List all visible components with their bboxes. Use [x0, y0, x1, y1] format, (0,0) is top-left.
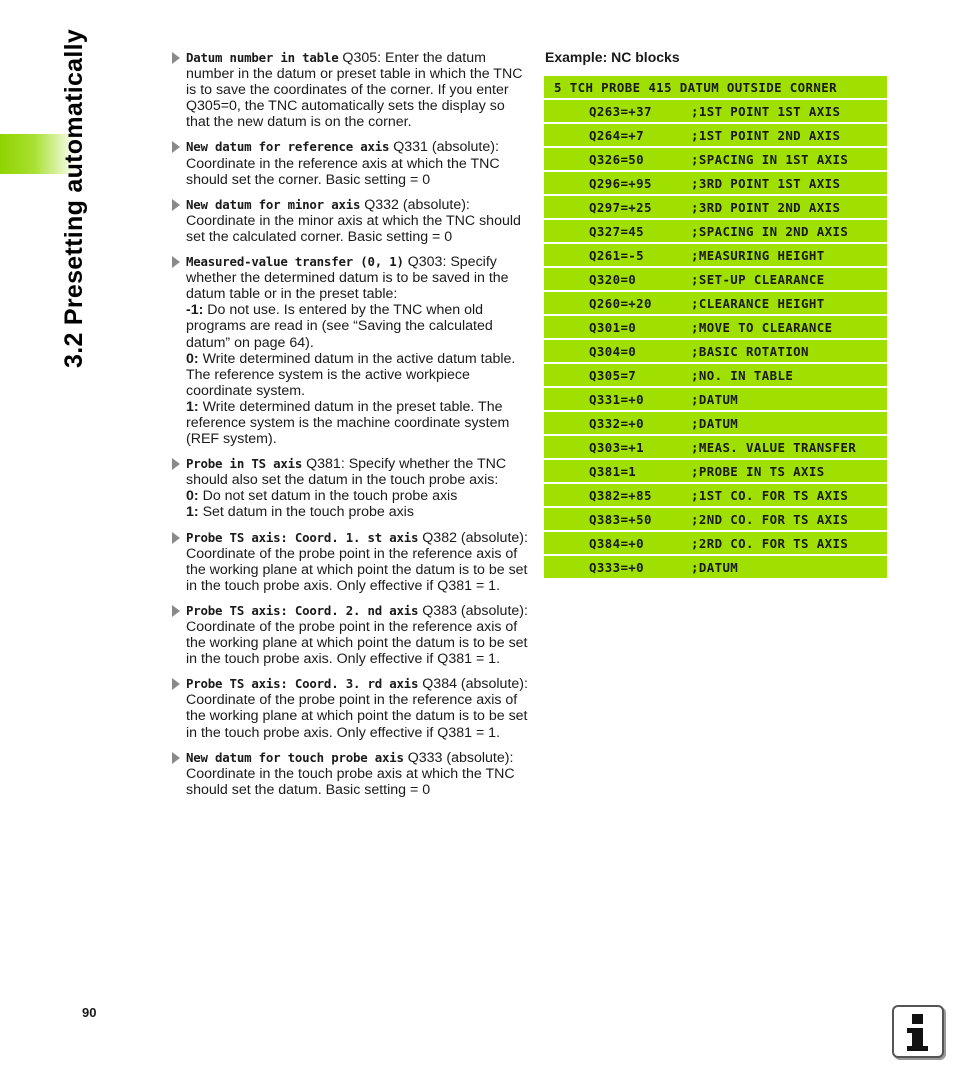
parameter-keyword: Datum number in table	[186, 50, 339, 65]
nc-row	[544, 412, 887, 434]
bullet-arrow-icon	[172, 256, 180, 268]
bullet-arrow-icon	[172, 458, 180, 470]
parameter-item	[172, 676, 528, 740]
nc-comment: ;3RD POINT 2ND AXIS	[691, 199, 841, 215]
parameter-description: Q382 (absolute): Coordinate of the probe point in the reference axis of the working plane at which point the datum is to be set in the touch probe axis. Only effective if Q381 = 1.	[186, 529, 528, 594]
nc-parameter: Q333=+0	[589, 559, 645, 575]
parameter-description: Q305: Enter the datum number in the datum or preset table in which the TNC is to save the coordinates of the corner. If you enter Q305=0, the TNC automatically sets the display so that the new datum is on the corner.	[186, 50, 523, 131]
parameter-option	[186, 351, 528, 399]
nc-comment: ;SPACING IN 1ST AXIS	[691, 151, 849, 167]
nc-row	[544, 172, 887, 194]
nc-row	[544, 364, 887, 386]
parameter-description: Q333 (absolute): Coordinate in the touch probe axis at which the TNC should set the datum. Basic setting = 0	[186, 749, 515, 798]
nc-parameter: Q327=45	[589, 223, 645, 239]
bullet-arrow-icon	[172, 141, 180, 153]
parameter-description: Q384 (absolute): Coordinate of the probe point in the reference axis of the working plane at which point the datum is to be set in the touch probe axis. Only effective if Q381 = 1.	[186, 676, 528, 741]
nc-parameter: Q332=+0	[589, 415, 645, 431]
nc-row	[544, 532, 887, 554]
nc-parameter: Q297=+25	[589, 199, 652, 215]
nc-row	[544, 124, 887, 146]
nc-comment: ;BASIC ROTATION	[691, 343, 809, 359]
option-text: Set datum in the touch probe axis	[198, 504, 414, 521]
option-text: Write determined datum in the active datum table. The reference system is the active workpiece coordinate system.	[186, 350, 516, 399]
parameter-description: Q332 (absolute): Coordinate in the minor axis at which the TNC should set the calculated corner. Basic setting = 0	[186, 196, 521, 245]
parameter-item	[172, 750, 528, 798]
nc-comment: ;SET-UP CLEARANCE	[691, 271, 825, 287]
parameter-keyword: Probe TS axis: Coord. 2. nd axis	[186, 602, 419, 618]
parameter-item	[172, 50, 528, 130]
bullet-arrow-icon	[172, 532, 180, 544]
nc-row	[544, 196, 887, 218]
nc-parameter: Q301=0	[589, 319, 637, 335]
nc-row	[544, 244, 887, 266]
parameter-description: Q383 (absolute): Coordinate of the probe point in the reference axis of the working plane at which point the datum is to be set in the touch probe axis. Only effective if Q381 = 1.	[186, 602, 528, 668]
option-key: -1:	[186, 302, 204, 319]
parameter-keyword: New datum for touch probe axis	[186, 749, 404, 765]
parameter-item	[172, 530, 528, 594]
nc-row	[544, 556, 887, 578]
nc-row	[544, 484, 887, 506]
nc-comment: ;2ND CO. FOR TS AXIS	[691, 511, 849, 527]
nc-row	[544, 268, 887, 290]
option-key: 1:	[186, 398, 199, 415]
nc-parameter: Q384=+0	[589, 535, 645, 551]
nc-comment: ;MEAS. VALUE TRANSFER	[691, 439, 857, 455]
parameter-keyword: Probe in TS axis	[186, 456, 303, 472]
nc-comment: ;1ST CO. FOR TS AXIS	[691, 487, 849, 503]
nc-comment: ;1ST POINT 1ST AXIS	[691, 103, 841, 119]
nc-row	[544, 100, 887, 122]
nc-row	[544, 148, 887, 170]
nc-row	[544, 508, 887, 530]
option-key: 1:	[186, 504, 199, 521]
nc-parameter: Q326=50	[589, 151, 645, 167]
nc-header-row	[544, 76, 887, 98]
nc-comment: ;SPACING IN 2ND AXIS	[691, 223, 849, 239]
bullet-arrow-icon	[172, 52, 180, 64]
nc-comment: ;2RD CO. FOR TS AXIS	[691, 535, 849, 551]
parameter-option	[186, 302, 528, 350]
nc-row	[544, 460, 887, 482]
parameter-option	[186, 504, 528, 520]
bullet-arrow-icon	[172, 752, 180, 764]
bullet-arrow-icon	[172, 678, 180, 690]
page-number: 90	[82, 1005, 97, 1020]
parameter-item	[172, 603, 528, 667]
nc-parameter: Q261=-5	[589, 247, 645, 263]
nc-parameter: Q383=+50	[589, 511, 652, 527]
nc-header-text: 5 TCH PROBE 415 DATUM OUTSIDE CORNER	[554, 79, 837, 95]
nc-blocks	[544, 76, 887, 580]
parameter-keyword: New datum for minor axis	[186, 196, 361, 212]
nc-parameter: Q381=1	[589, 463, 637, 479]
nc-row	[544, 316, 887, 338]
option-text: Do not set datum in the touch probe axis	[198, 488, 458, 505]
info-icon	[892, 1005, 944, 1058]
nc-comment: ;DATUM	[691, 391, 739, 407]
nc-row	[544, 388, 887, 410]
parameter-description: Q381: Specify whether the TNC should also set the datum in the touch probe axis:	[186, 456, 507, 489]
option-key: 0:	[186, 488, 199, 505]
parameter-keyword: New datum for reference axis	[186, 139, 390, 155]
nc-parameter: Q382=+85	[589, 487, 652, 503]
nc-parameter: Q331=+0	[589, 391, 645, 407]
section-title-text: 3.2 Presetting automatically	[60, 28, 88, 368]
nc-comment: ;MEASURING HEIGHT	[691, 247, 825, 263]
parameter-keyword: Measured-value transfer (0, 1)	[186, 254, 404, 270]
nc-parameter: Q264=+7	[589, 127, 645, 143]
parameter-item	[172, 254, 528, 447]
nc-parameter: Q304=0	[589, 343, 637, 359]
parameter-option	[186, 488, 528, 504]
parameter-description: Q303: Specify whether the determined datum is to be saved in the datum table or in the preset table:	[186, 254, 509, 303]
option-text: Write determined datum in the preset table. The reference system is the machine coordinate system (REF system).	[186, 398, 510, 448]
bullet-arrow-icon	[172, 605, 180, 617]
nc-comment: ;DATUM	[691, 415, 739, 431]
nc-parameter: Q260=+20	[589, 295, 652, 311]
parameter-list	[172, 50, 528, 807]
nc-comment: ;DATUM	[691, 559, 739, 575]
parameter-keyword: Probe TS axis: Coord. 3. rd axis	[186, 676, 419, 692]
parameter-option	[186, 399, 528, 447]
nc-row	[544, 292, 887, 314]
bullet-arrow-icon	[172, 199, 180, 211]
nc-row	[544, 340, 887, 362]
option-text: Do not use. Is entered by the TNC when old programs are read in (see “Saving the calculated datum” on page 64).	[186, 302, 493, 351]
nc-comment: ;PROBE IN TS AXIS	[691, 463, 825, 479]
parameter-item	[172, 197, 528, 245]
parameter-description: Q331 (absolute): Coordinate in the reference axis at which the TNC should set the corner. Basic setting = 0	[186, 139, 500, 188]
option-key: 0:	[186, 350, 199, 367]
nc-comment: ;CLEARANCE HEIGHT	[691, 295, 825, 311]
nc-row	[544, 220, 887, 242]
nc-comment: ;NO. IN TABLE	[691, 367, 794, 383]
nc-parameter: Q320=0	[589, 271, 637, 287]
nc-parameter: Q296=+95	[589, 175, 652, 191]
nc-row	[544, 436, 887, 458]
nc-comment: ;MOVE TO CLEARANCE	[691, 319, 833, 335]
nc-comment: ;1ST POINT 2ND AXIS	[691, 127, 841, 143]
nc-parameter: Q263=+37	[589, 103, 652, 119]
example-heading: Example: NC blocks	[545, 49, 680, 65]
parameter-item	[172, 139, 528, 187]
nc-comment: ;3RD POINT 1ST AXIS	[691, 175, 841, 191]
parameter-keyword: Probe TS axis: Coord. 1. st axis	[186, 529, 419, 545]
nc-parameter: Q305=7	[589, 367, 637, 383]
nc-parameter: Q303=+1	[589, 439, 645, 455]
parameter-item	[172, 456, 528, 520]
